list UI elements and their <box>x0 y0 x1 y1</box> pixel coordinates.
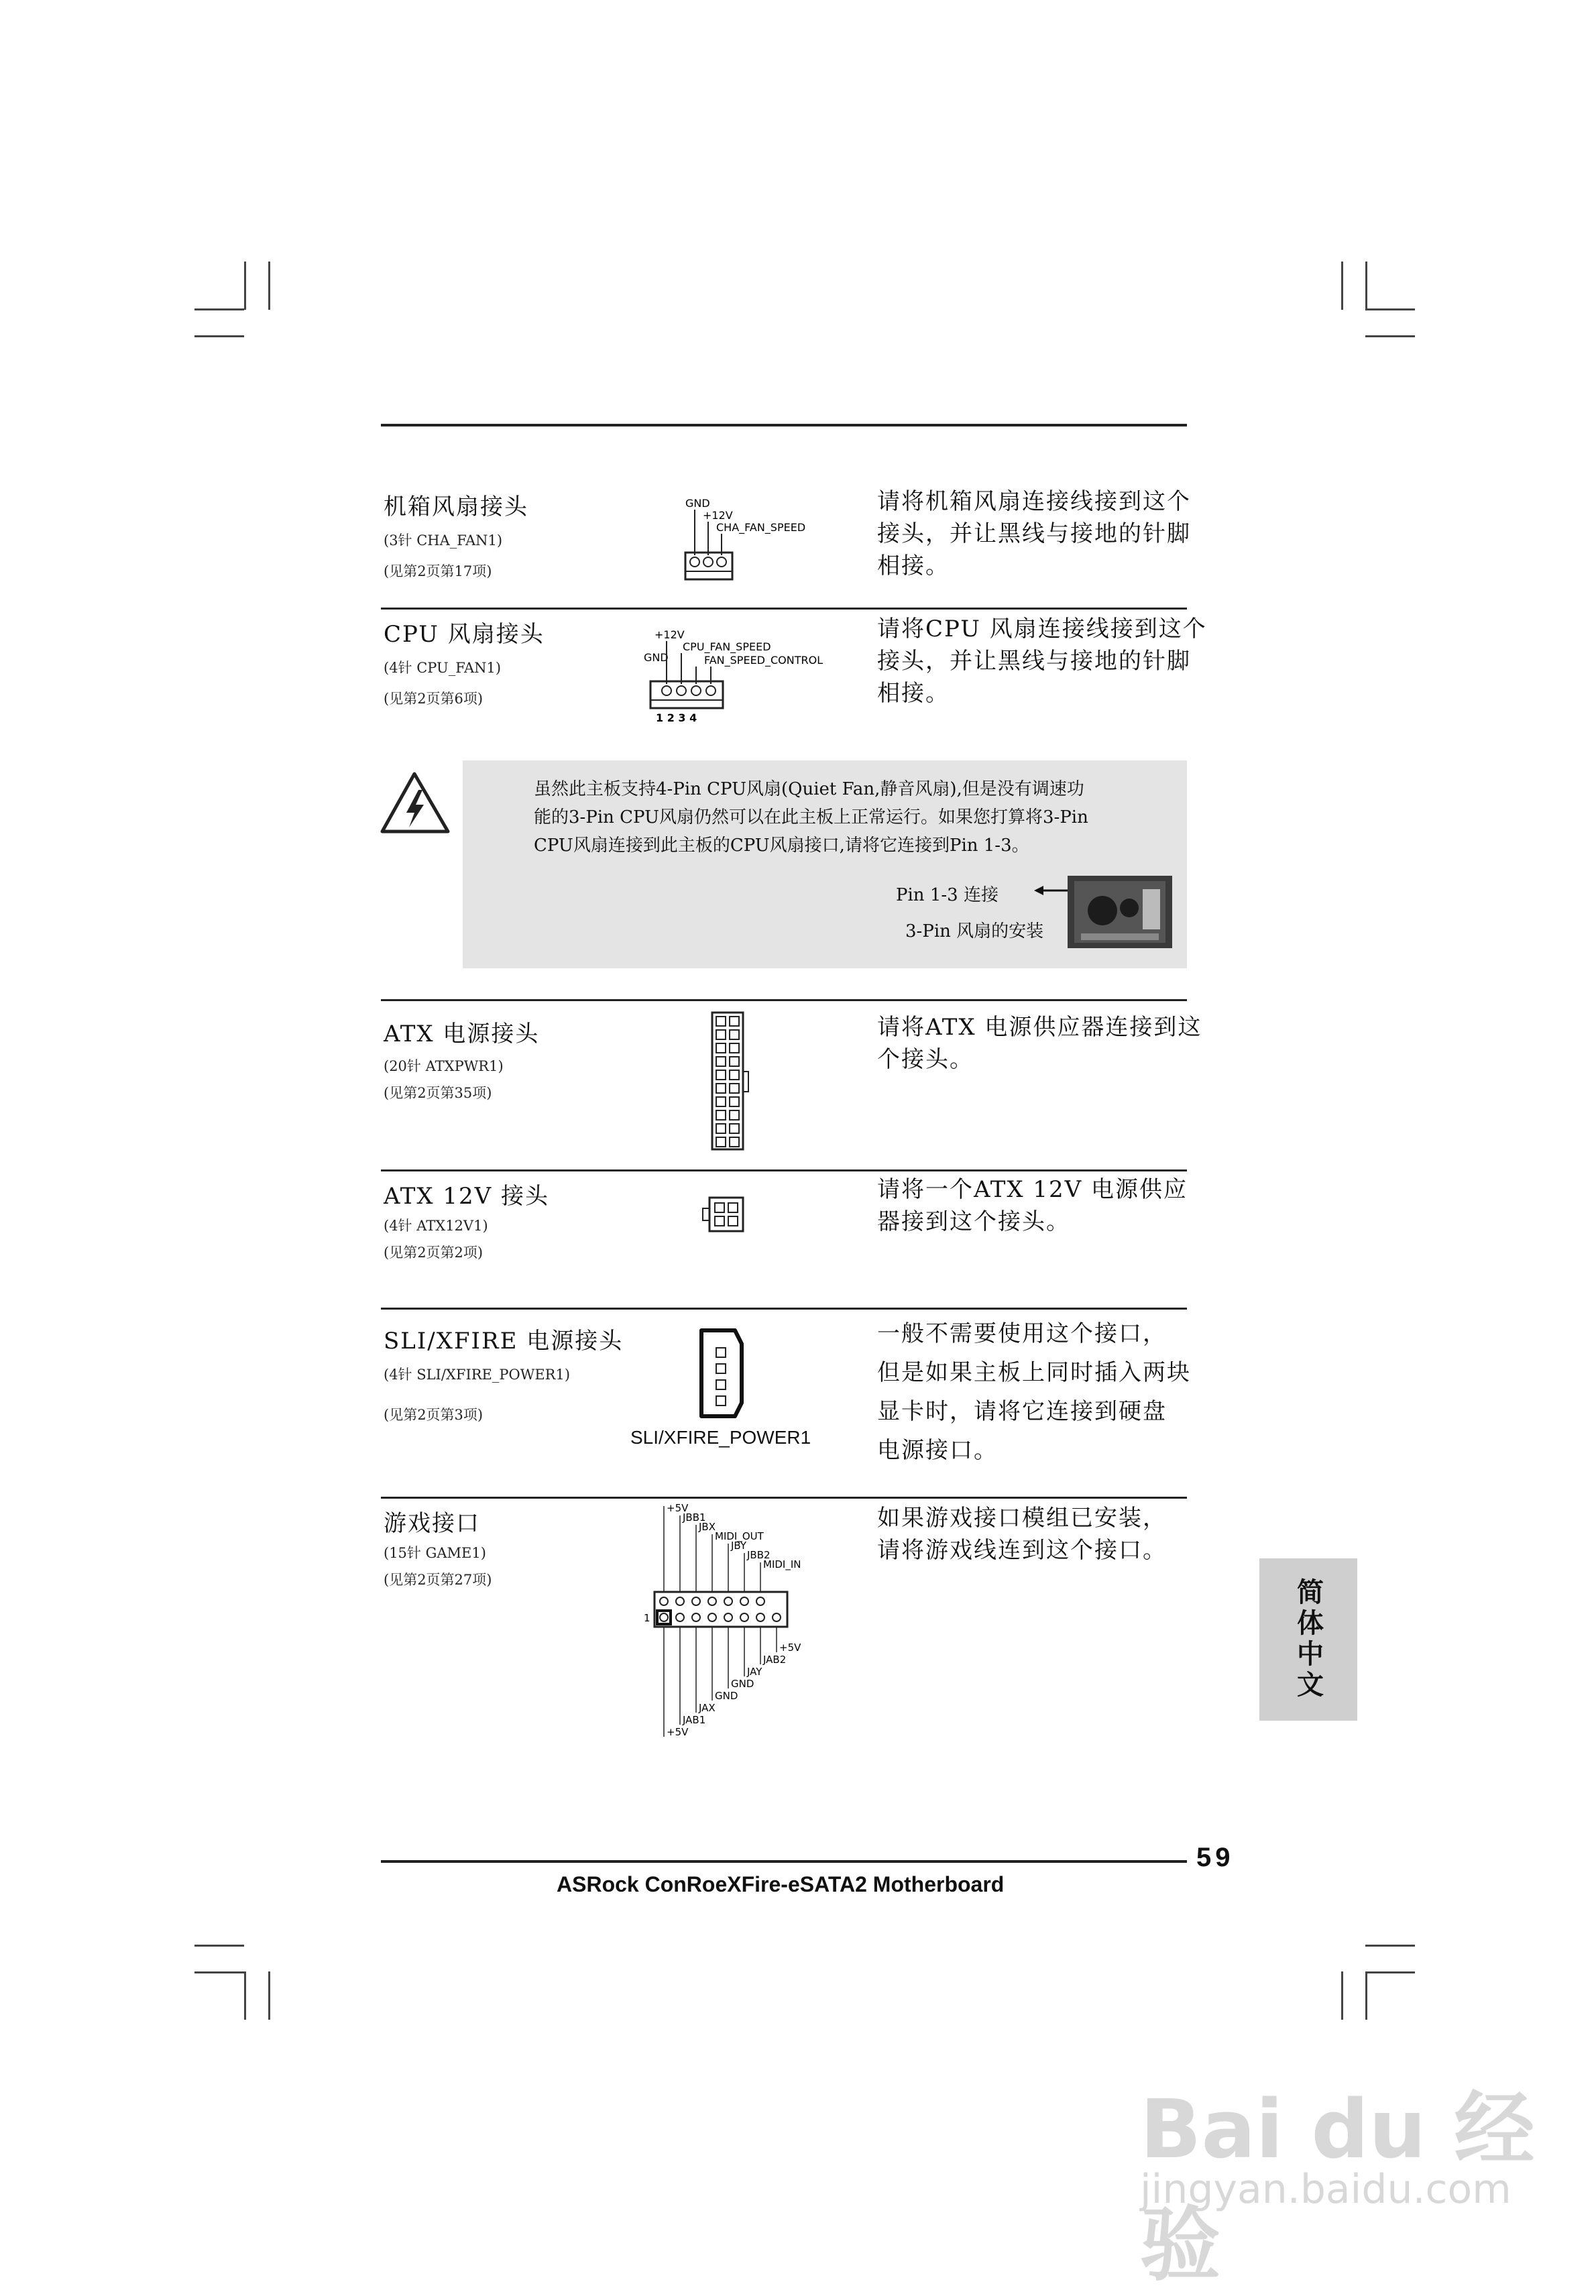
warning-text: 虽然此主板支持4-Pin CPU风扇(Quiet Fan,静音风扇),但是没有调速功 能的3-Pin CPU风扇仍然可以在此主板上正常运行。如果您打算将3-Pin CPU风扇连接到此主板的CPU风扇接口,请将它连接到Pin 1-3。 <box>534 779 1088 856</box>
section-ref: (见第2页第3项) <box>384 1407 483 1423</box>
game-pin <box>660 1613 668 1621</box>
sli-diagram-label: SLI/XFIRE_POWER1 <box>630 1427 811 1448</box>
crop-mark <box>268 262 270 310</box>
atx-pin <box>730 1124 739 1133</box>
game-top-label: JBB2 <box>747 1549 771 1561</box>
crop-mark <box>194 1971 244 1973</box>
game-pin <box>660 1597 668 1605</box>
section-ref: (见第2页第6项) <box>384 691 483 707</box>
section-ref: (见第2页第27项) <box>384 1572 492 1588</box>
section-rule <box>381 1169 1187 1171</box>
section-description: 请将ATX 电源供应器连接到这 个接头。 <box>877 1014 1202 1073</box>
atx-pin <box>730 1017 739 1026</box>
game-bottom-label: JAB2 <box>763 1654 787 1666</box>
atx-pin <box>730 1057 739 1066</box>
section-description: 如果游戏接口模组已安装， 请将游戏线连到这个接口。 <box>877 1505 1167 1564</box>
section-pins: (20针 ATXPWR1) <box>384 1058 504 1074</box>
section-ref: (见第2页第35项) <box>384 1085 492 1101</box>
atx12v-diagram <box>701 1195 748 1235</box>
game-pin <box>724 1597 732 1605</box>
diagram-label: GND <box>685 497 710 510</box>
atx-pin <box>716 1124 726 1133</box>
section-pins: (4针 SLI/XFIRE_POWER1) <box>384 1367 571 1383</box>
fan-install-photo <box>1068 876 1172 948</box>
game-pin <box>676 1613 684 1621</box>
section-ref: (见第2页第17项) <box>384 563 492 579</box>
atx-pin <box>716 1030 726 1039</box>
game-top-label: JBB1 <box>683 1511 706 1524</box>
section-description: 请将机箱风扇连接线接到这个 接头，并让黑线与接地的针脚 相接。 <box>877 488 1191 579</box>
game-bottom-label: +5V <box>667 1726 689 1738</box>
section-ref: (见第2页第2项) <box>384 1245 483 1261</box>
section-rule <box>381 608 1187 610</box>
page-number: 59 <box>1196 1843 1235 1872</box>
crop-mark <box>1365 335 1415 337</box>
section-description: 请将一个ATX 12V 电源供应 器接到这个接头。 <box>877 1176 1188 1235</box>
section-title: 游戏接口 <box>384 1510 480 1537</box>
game-pin <box>773 1613 781 1621</box>
diagram-label: FAN_SPEED_CONTROL <box>704 654 823 667</box>
atx-pin <box>716 1084 726 1093</box>
game-pin <box>708 1597 716 1605</box>
game-bottom-label: GND <box>715 1690 738 1702</box>
game-top-label: JBY <box>731 1540 747 1552</box>
atx-pin <box>716 1017 726 1026</box>
atx-pin <box>716 1137 726 1147</box>
game-top-label: +5V <box>667 1502 689 1514</box>
atx-pin <box>730 1137 739 1147</box>
atx-pin <box>716 1057 726 1066</box>
game-pin <box>692 1613 700 1621</box>
diagram-label: CPU_FAN_SPEED <box>683 640 771 653</box>
section-title: SLI/XFIRE 电源接头 <box>384 1328 624 1355</box>
game-pin <box>756 1613 764 1621</box>
game-pin <box>724 1613 732 1621</box>
footer-product: ASRock ConRoeXFire-eSATA2 Motherboard <box>557 1872 1005 1896</box>
game-bottom-label: JAB1 <box>683 1714 706 1726</box>
crop-mark <box>1365 1971 1367 2020</box>
section-rule <box>381 999 1187 1001</box>
section-title: ATX 12V 接头 <box>384 1183 550 1210</box>
diagram-label: CHA_FAN_SPEED <box>716 521 806 534</box>
game-port-diagram <box>644 1502 845 1757</box>
watermark-url: jingyan.baidu.com <box>1140 2166 1512 2213</box>
section-rule <box>381 1497 1187 1499</box>
footer-rule <box>381 1860 1187 1863</box>
atx-pin <box>730 1043 739 1053</box>
section-description: 请将CPU 风扇连接线接到这个 接头，并让黑线与接地的针脚 相接。 <box>877 616 1207 707</box>
crop-mark <box>194 1945 244 1947</box>
game-top-label: MIDI_OUT <box>715 1530 764 1542</box>
crop-mark <box>244 262 246 310</box>
diagram-label: GND <box>644 651 669 664</box>
game-bottom-label: GND <box>731 1678 754 1690</box>
atx-pin <box>716 1043 726 1053</box>
game-top-label: MIDI_IN <box>763 1558 801 1570</box>
pin-connection-label: Pin 1-3 连接 <box>896 885 999 905</box>
section-rule <box>381 1308 1187 1310</box>
diagram-label: +12V <box>703 509 733 522</box>
game-bottom-label: JAY <box>747 1666 762 1678</box>
game-pin <box>676 1597 684 1605</box>
crop-mark <box>1365 1971 1415 1973</box>
atx-pin <box>730 1084 739 1093</box>
game-bottom-label: JAX <box>699 1702 716 1714</box>
section-pins: (4针 ATX12V1) <box>384 1218 488 1234</box>
section-pins: (15针 GAME1) <box>384 1545 486 1561</box>
section-pins: (3针 CHA_FAN1) <box>384 532 503 549</box>
game-pin <box>740 1597 748 1605</box>
sli-power-diagram <box>695 1328 748 1422</box>
crop-mark <box>194 308 244 310</box>
atx-pin <box>716 1097 726 1106</box>
game-pin <box>756 1597 764 1605</box>
crop-mark <box>244 1971 246 2020</box>
crop-mark <box>1365 262 1367 310</box>
atx-power-diagram <box>711 1011 751 1152</box>
watermark-logo: Bai du 经验 <box>1140 2083 1535 2292</box>
pin1-label: 1 <box>644 1612 650 1624</box>
install-label: 3-Pin 风扇的安装 <box>905 921 1044 941</box>
arrow-icon <box>1034 884 1068 897</box>
crop-mark <box>1365 308 1415 310</box>
atx-pin <box>730 1110 739 1120</box>
diagram-label: +12V <box>654 628 685 641</box>
game-top-label: JBX <box>699 1521 716 1533</box>
cha-fan-diagram <box>671 496 845 590</box>
section-title: CPU 风扇接头 <box>384 621 545 648</box>
game-pin <box>692 1597 700 1605</box>
cpu-fan-diagram <box>644 624 845 724</box>
atx-pin <box>716 1070 726 1080</box>
crop-mark <box>194 335 244 337</box>
atx-pin <box>730 1030 739 1039</box>
game-bottom-label: +5V <box>779 1642 801 1654</box>
warning-icon <box>380 770 453 837</box>
section-title: ATX 电源接头 <box>384 1021 540 1047</box>
pin-numbers: 1 2 3 4 <box>656 711 697 724</box>
top-rule <box>381 424 1187 426</box>
game-pin <box>708 1613 716 1621</box>
game-pin <box>740 1613 748 1621</box>
crop-mark <box>268 1971 270 2020</box>
section-description: 一般不需要使用这个接口， 但是如果主板上同时插入两块 显卡时，请将它连接到硬盘 电源接口。 <box>877 1320 1191 1464</box>
crop-mark <box>1341 262 1343 310</box>
language-tab: 简体中文 <box>1259 1558 1357 1721</box>
section-pins: (4针 CPU_FAN1) <box>384 660 502 676</box>
atx-pin <box>716 1110 726 1120</box>
atx-pin <box>730 1097 739 1106</box>
crop-mark <box>1341 1971 1343 2020</box>
crop-mark <box>1365 1945 1415 1947</box>
section-title: 机箱风扇接头 <box>384 494 528 520</box>
atx-pin <box>730 1070 739 1080</box>
